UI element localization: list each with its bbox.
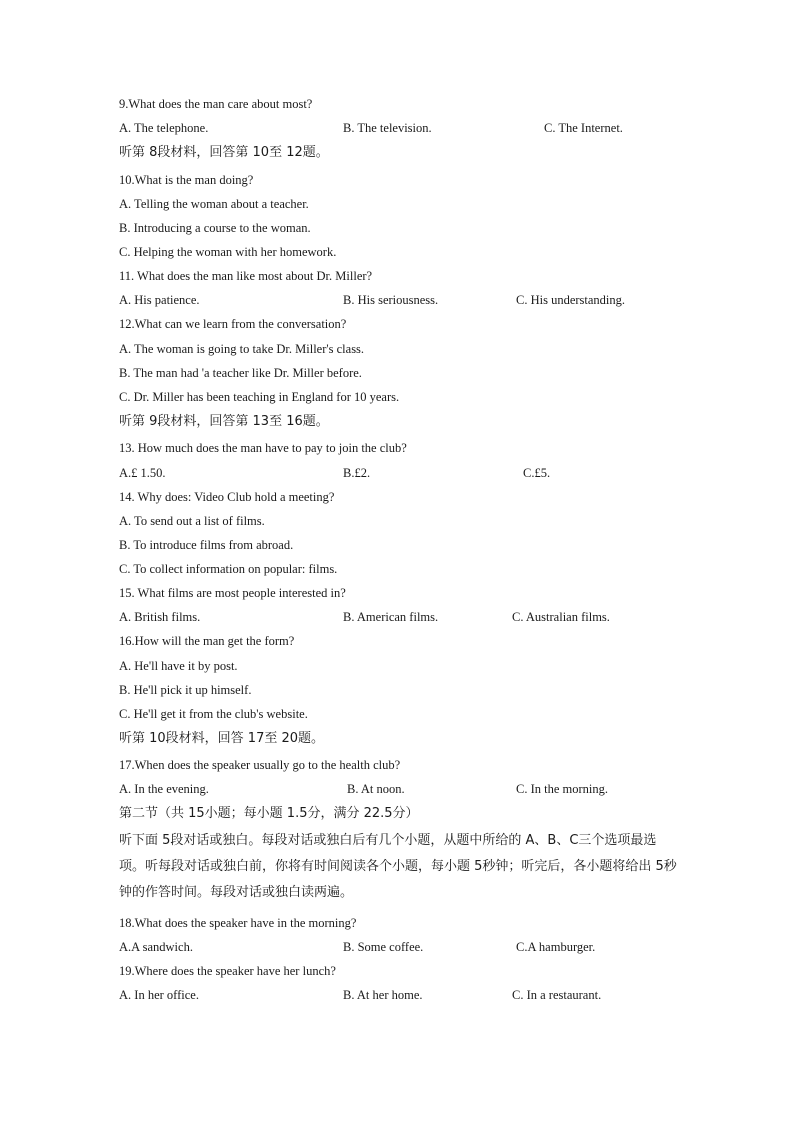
question-9: 9.What does the man care about most?: [119, 97, 313, 111]
q10-option-a: A. Telling the woman about a teacher.: [119, 197, 309, 211]
q18-option-b: B. Some coffee.: [343, 940, 424, 954]
q13-option-c: C.£5.: [523, 466, 551, 480]
section-9-instruction: 听第 9段材料，回答第 13至 16题。: [119, 414, 329, 429]
q16-option-b: B. He'll pick it up himself.: [119, 683, 252, 697]
q16-option-a: A. He'll have it by post.: [119, 659, 238, 673]
q12-option-a: A. The woman is going to take Dr. Miller's class.: [119, 342, 365, 356]
q18-option-a: A.A sandwich.: [119, 940, 193, 954]
q9-option-c: C. The Internet.: [544, 121, 623, 135]
question-13: 13. How much does the man have to pay to join the club?: [119, 441, 407, 455]
q11-option-b: B. His seriousness.: [343, 293, 439, 307]
q11-option-a: A. His patience.: [119, 293, 200, 307]
question-15: 15. What films are most people interested in?: [119, 586, 346, 600]
q10-option-c: C. Helping the woman with her homework.: [119, 245, 337, 259]
q12-option-c: C. Dr. Miller has been teaching in England for 10 years.: [119, 390, 400, 404]
q15-option-c: C. Australian films.: [512, 610, 610, 624]
question-12: 12.What can we learn from the conversation?: [119, 317, 347, 331]
question-16: 16.How will the man get the form?: [119, 634, 295, 648]
q10-option-b: B. Introducing a course to the woman.: [119, 221, 311, 235]
q15-option-a: A. British films.: [119, 610, 201, 624]
question-11: 11. What does the man like most about Dr. Miller?: [119, 269, 373, 283]
q17-option-a: A. In the evening.: [119, 782, 209, 796]
q14-option-b: B. To introduce films from abroad.: [119, 538, 294, 552]
q12-option-b: B. The man had 'a teacher like Dr. Miller before.: [119, 366, 362, 380]
q16-option-c: C. He'll get it from the club's website.: [119, 707, 308, 721]
q13-option-b: B.£2.: [343, 466, 371, 480]
q19-option-a: A. In her office.: [119, 988, 199, 1002]
q14-option-a: A. To send out a list of films.: [119, 514, 265, 528]
part-2-instructions: 听下面 5段对话或独白。每段对话或独白后有几个小题，从题中所给的 A、B、C三个选项最选项。听每段对话或独白前，你将有时间阅读各个小题，每小题 5秒钟；听完后，各小题将给出 5秒钟的作答时间。每段对话或独白读两遍。: [119, 833, 677, 900]
q14-option-c: C. To collect information on popular: films.: [119, 562, 338, 576]
section-10-instruction: 听第 10段材料，回答 17至 20题。: [119, 731, 325, 746]
question-17: 17.When does the speaker usually go to the health club?: [119, 758, 401, 772]
question-14: 14. Why does: Video Club hold a meeting?: [119, 490, 335, 504]
part-2-header: 第二节（共 15小题；每小题 1.5分，满分 22.5分）: [119, 806, 419, 821]
q9-option-b: B. The television.: [343, 121, 432, 135]
q9-option-a: A. The telephone.: [119, 121, 209, 135]
q11-option-c: C. His understanding.: [516, 293, 626, 307]
q17-option-b: B. At noon.: [347, 782, 405, 796]
question-19: 19.Where does the speaker have her lunch?: [119, 964, 336, 978]
q15-option-b: B. American films.: [343, 610, 439, 624]
section-8-instruction: 听第 8段材料，回答第 10至 12题。: [119, 145, 329, 160]
q17-option-c: C. In the morning.: [516, 782, 609, 796]
question-10: 10.What is the man doing?: [119, 173, 254, 187]
q18-option-c: C.A hamburger.: [516, 940, 596, 954]
q19-option-c: C. In a restaurant.: [512, 988, 602, 1002]
q19-option-b: B. At her home.: [343, 988, 423, 1002]
q13-option-a: A.£ 1.50.: [119, 466, 166, 480]
question-18: 18.What does the speaker have in the morning?: [119, 916, 357, 930]
